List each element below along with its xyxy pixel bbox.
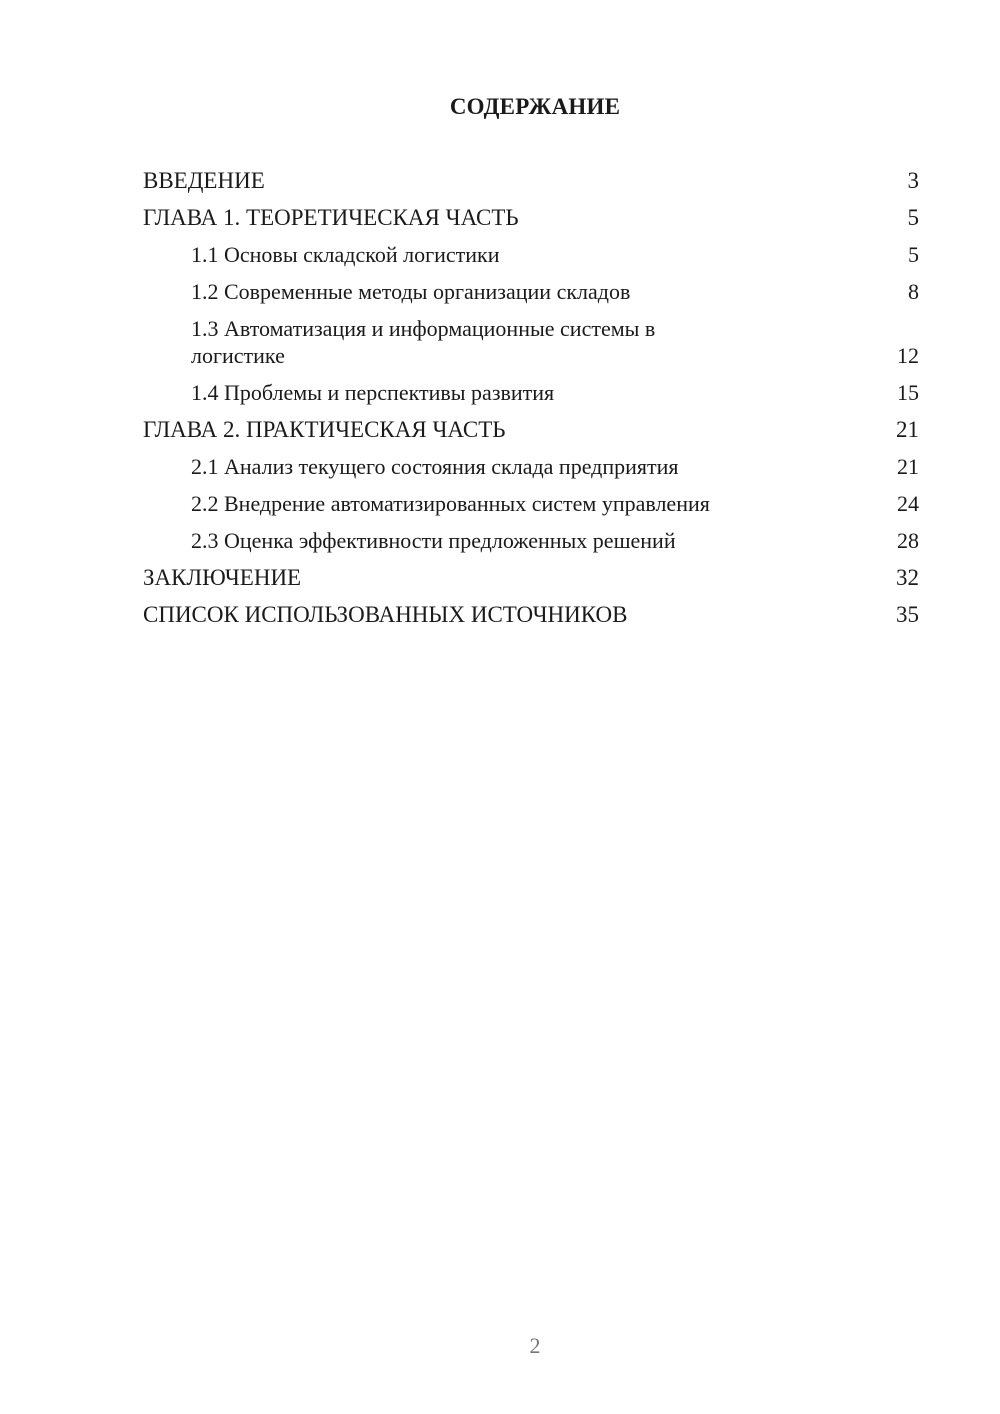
page-number: 2 [529, 1333, 541, 1358]
toc-entry-label: 1.2 Современные методы организации складов [191, 279, 631, 304]
toc-entry-page: 5 [907, 205, 919, 230]
toc-entry-page: 3 [907, 168, 919, 193]
toc-entry-label: 2.2 Внедрение автоматизированных систем управления [191, 491, 710, 516]
toc-entry-label: ГЛАВА 2. ПРАКТИЧЕСКАЯ ЧАСТЬ [143, 417, 506, 442]
toc-entry-page: 21 [896, 417, 919, 442]
toc-entry-section-1-3[interactable] [143, 315, 919, 369]
toc-entry-label: 1.4 Проблемы и перспективы развития [191, 380, 555, 405]
toc-entry-label: ГЛАВА 1. ТЕОРЕТИЧЕСКАЯ ЧАСТЬ [143, 205, 519, 230]
toc-entry-page: 24 [897, 491, 919, 516]
toc-entry-label: ЗАКЛЮЧЕНИЕ [143, 565, 302, 590]
toc-title: СОДЕРЖАНИЕ [449, 94, 621, 119]
toc-entry-page: 8 [908, 279, 919, 304]
toc-entry-label: ВВЕДЕНИЕ [143, 168, 265, 193]
toc-entry-page: 21 [897, 454, 919, 479]
table-of-contents [143, 167, 919, 638]
toc-entry-label: 1.1 Основы складской логистики [191, 242, 500, 267]
toc-entry-section-2-1[interactable] [143, 453, 919, 480]
toc-entry-label: 2.1 Анализ текущего состояния склада предприятия [191, 454, 679, 479]
toc-entry-page: 12 [897, 343, 919, 368]
toc-entry-references[interactable] [143, 601, 919, 628]
toc-entry-page: 32 [896, 565, 919, 590]
toc-entry-label: 2.3 Оценка эффективности предложенных решений [191, 528, 676, 553]
toc-entry-label: СПИСОК ИСПОЛЬЗОВАННЫХ ИСТОЧНИКОВ [143, 602, 628, 627]
toc-entry-section-1-1[interactable] [143, 241, 919, 268]
toc-entry-chapter-2[interactable] [143, 416, 919, 443]
toc-entry-page: 35 [896, 602, 919, 627]
toc-entry-chapter-1[interactable] [143, 204, 919, 231]
toc-entry-section-1-4[interactable] [143, 379, 919, 406]
toc-entry-introduction[interactable] [143, 167, 919, 194]
toc-entry-page: 28 [897, 528, 919, 553]
toc-entry-page: 15 [897, 380, 919, 405]
toc-entry-section-2-3[interactable] [143, 527, 919, 554]
toc-entry-label: 1.3 Автоматизация и информационные системы в логистике [191, 316, 656, 368]
toc-entry-page: 5 [908, 242, 919, 267]
toc-entry-conclusion[interactable] [143, 564, 919, 591]
toc-entry-section-1-2[interactable] [143, 278, 919, 305]
toc-entry-section-2-2[interactable] [143, 490, 919, 517]
